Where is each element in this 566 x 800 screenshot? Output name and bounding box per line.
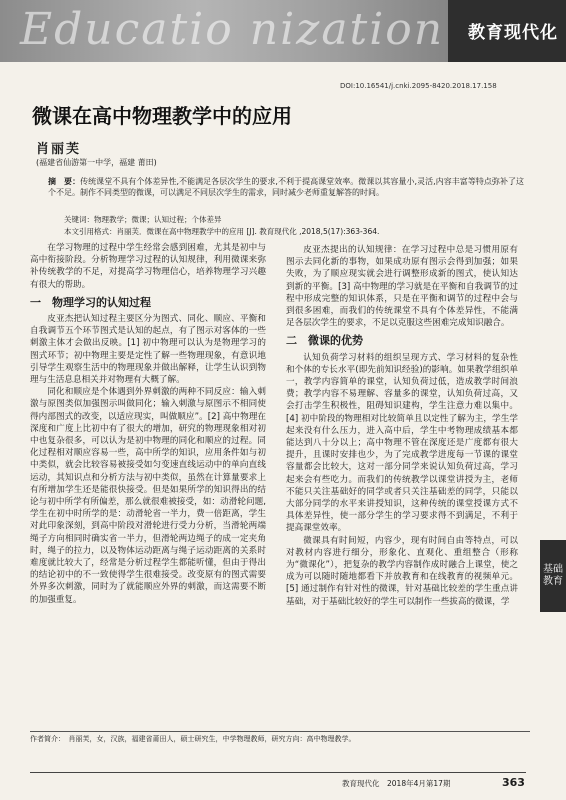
banner-watermark-text: Educatio nization [20, 4, 445, 55]
section-heading-1: 一 物理学习的认知过程 [30, 295, 151, 309]
journal-footer: 教育现代化 2018年4月第17期 [342, 779, 451, 788]
section-heading-2: 二 微课的优势 [286, 334, 363, 348]
body-paragraph: 同化和顺应是个体遇到外界刺激的两种不同反应：输入刺激与原图类似加强图示叫做同化；输入刺激与原图示不相同使得内部图式的改变，以适应现实，叫做顺应”。[2] 高中物理在深度和广度上比初中有了很大的增加，研究的物理现象相对初中也复杂很多，可以认为是初中物理的同化和顺应的过程。同化过程相对顺应容易一些，高中所学的知识，应用条件如与初中类似，就会比较容易被接受如匀变速直线运动中的单向直线运动，其知识点和分析方法与初中类似，虽然在计算量要求上有所增加学生还是能很快接受。但是如果所学的知识得出的结论与初中所学有所偏差，那么就很难被接受，如：动滑轮问题,学生在初中时所学的是：动滑轮省一半力，费一倍距离，学生对此印象深刻，到高中阶段对滑轮进行受力分析，当滑轮两端绳子方向相同时确实省一半力，但滑轮两边绳子的成一定夹角时，绳子的拉力，以及物体运动距离与绳子运动距离的关系时难度就比较大了，经常是分析过程学生都能听懂，但由于得出的结论初中的不一致使得学生很难接受。改变原有的图式需要外界多次刺激，同时为了就能顺应外界的刺激，而这需要不断的加强重复。 [30, 387, 266, 605]
doi: DOI:10.16541/j.cnki.2095-8420.2018.17.158 [340, 82, 497, 90]
section-side-tab: 基础教育 [540, 540, 566, 612]
citation: 本文引用格式：肖丽芙．微课在高中物理教学中的应用 [J]. 教育现代化 ,2018,5(17):363-364. [64, 227, 380, 236]
abstract-label: 摘 要： [48, 177, 81, 186]
intro-paragraph: 在学习物理的过程中学生经常会感到困难，尤其是初中与高中衔接阶段。分析物理学习过程的认知规律，利用微课来弥补传统教学的不足，对提高学习物理信心，培养物理学习兴趣有很大的帮助。 [30, 243, 266, 290]
header-banner [0, 0, 566, 62]
author-affiliation: (福建省仙游第一中学，福建 莆田) [36, 158, 157, 167]
page-number: 363 [502, 776, 525, 789]
abstract-text: 传统课堂不具有个体差异性,不能满足各层次学生的要求,不利于提高课堂效率。微课以其容量小,灵活,内容丰富等特点弥补了这个不足。制作不同类型的微课，可以满足不同层次学生的需求，同时减少老师重复解答的时间。 [48, 177, 524, 197]
left-column [30, 242, 266, 606]
keywords: 关键词：物理教学；微课；认知过程；个体差异 [64, 215, 222, 224]
body-paragraph: 认知负荷学习材料的组织呈现方式、学习材料的复杂性和个体的专长水平(即先前知识经验)的影响。如果教学组织单一，教学内容简单的课堂，认知负荷过低，造成教学时间浪费；教学内容不易理解、容量多的课堂，认知负荷过高，又会打击学生积极性，阻碍知识建构，学生注意力难以集中。[4] 初中阶段的物理相对比较简单且以定性了解为主，学生学起来没有什么压力，进入高中后，学生中考物理成绩基本都能达到八十分以上；高中物理不管在深度还是广度都有很大提升，且课时安排也少，为了完成教学进度每一节课的课堂容量都会比较大，这对一部分同学来说认知负荷过高，学习起来会有些吃力。而我们的传统教学以课堂讲授为主，老师不能只关注基础好的同学或者只关注基础差的同学，只能以大部分同学的水平来讲授知识，这种传统的课堂授课方式不具体差异性，使一部分学生的学习要求得不到满足，不利于提高课堂效率。 [286, 352, 518, 534]
footer-divider [30, 772, 526, 773]
journal-logo: 教育现代化 [468, 23, 558, 43]
right-column [286, 244, 518, 608]
body-paragraph: 皮亚杰把认知过程主要区分为图式、同化、顺应、平衡和自我调节五个环节图式是认知的起点，有了图示对客体的一些刺激主体才会做出反映。[1] 初中物理可以认为是物理学习的图式环节；初中物理主要是定性了解一些物理现象，有意识地引导学生观察生活中的物理现象并做出解释，让学生认识到物理与生活息息相关并对物理有大概了解。 [30, 314, 266, 386]
body-paragraph: 皮亚杰提出的认知规律：在学习过程中总是习惯用原有图示去同化新的事物，如果成功原有图示会得到加强；如果失败，为了顺应现实就会进行调整形成新的图式，使认知达到新的平衡。[3] 高中物理的学习就是在平衡和自我调节的过程中形成完整的知识体系，只是在平衡和调节的过程中会与到很多困难，而我们的传统课堂不具有个体差异性，不能满足各层次学生的要求，不足以克服这些困难完成知识融合。 [286, 245, 518, 329]
body-paragraph: 微课具有时间短，内容少，现有时间自由等特点，可以对教材内容进行细分，形象化、直观化、重组整合（形称为“微课化”），把复杂的教学内容制作成时融合上课堂，使之成为可以随时随地都看下并放教育和在线教育的视频单元。[5] 通过制作有针对性的微课，针对基础比较差的学生重点讲基础，对于基础比较好的学生可以制作一些拔高的微课，学 [286, 535, 518, 607]
article-title: 微课在高中物理教学中的应用 [32, 104, 292, 128]
abstract [48, 176, 524, 198]
author-footnote: 作者简介： 肖丽芙，女，汉族，福建省莆田人，硕士研究生，中学物理教师，研究方向：高中物理教学。 [30, 731, 530, 744]
author-name: 肖丽芙 [36, 142, 82, 157]
